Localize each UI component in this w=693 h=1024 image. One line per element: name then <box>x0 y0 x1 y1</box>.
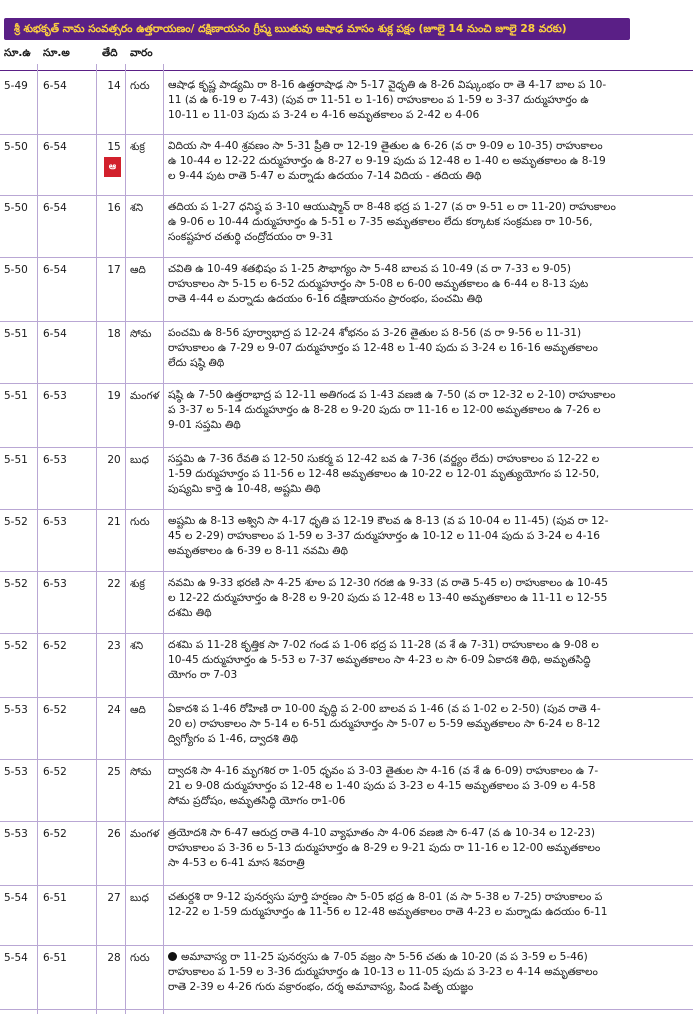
weekday-cell: శని <box>130 640 144 652</box>
sunrise-cell: 5-52 <box>4 516 28 528</box>
sunset-cell: 6-54 <box>43 202 67 214</box>
detail-line <box>168 606 688 621</box>
detail-text: సప్తమి ఉ 7-36 రేవతి ప 12-50 సుకర్మ ప 12-42 బవ ఉ 7-36 (వర్జ్యం లేదు) రాహుకాలం ప 12-22 ల <box>168 453 600 465</box>
detail-text: దశమి ప 11-28 కృత్తిక సా 7-02 గండ ప 1-06 భద్ర ప 11-28 (వ శే ఉ 7-31) రాహుకాలం ఉ 9-08 ల <box>168 639 599 651</box>
weekday-cell: బుధ <box>130 892 149 904</box>
detail-text: రాహుకాలం ప 1-59 ల 3-36 దుర్ముహూర్తం ఉ 10-13 ల 11-05 పుదు ప 3-23 ల 4-14 అమృతకాలం <box>168 966 598 978</box>
detail-text: ద్విగ్యోగం ప 1-46, ద్వాదశి తిథి <box>168 733 298 745</box>
detail-text: విదియ సా 4-40 శ్రవణం సా 5-31 ప్రీతి రా 12-19 తైతుల ఉ 6-26 (వ రా 9-09 ల 10-35) రాహుకాలం <box>168 140 603 152</box>
detail-line <box>168 292 688 307</box>
detail-line <box>168 980 688 995</box>
sunrise-cell: 5-53 <box>4 828 28 840</box>
panchangam-details <box>168 139 688 184</box>
detail-line <box>168 653 688 668</box>
row-separator <box>0 1009 693 1010</box>
sunrise-cell: 5-50 <box>4 141 28 153</box>
detail-line <box>168 764 688 779</box>
detail-text: 21 ల 9-08 దుర్ముహూర్తం ప 12-48 ల 1-40 పుదు ప 3-23 ల 4-15 అమృతకాలం ప 3-09 ల 4-58 <box>168 780 596 792</box>
detail-text: నవమి ఉ 9-33 భరణి సా 4-25 శూల ప 12-30 గరజి ఉ 9-33 (వ రాతె 5-45 ల) రాహుకాలం ఉ 10-45 <box>168 577 608 589</box>
sunrise-cell: 5-52 <box>4 578 28 590</box>
weekday-cell: ఆది <box>130 264 146 276</box>
detail-line <box>168 108 688 123</box>
detail-line <box>168 950 688 965</box>
table-row <box>0 572 693 634</box>
detail-text: సంకష్టహర చతుర్థి చంద్రోదయం రా 9-31 <box>168 231 334 243</box>
panchangam-details <box>168 702 688 747</box>
detail-line <box>168 230 688 245</box>
sunrise-cell: 5-50 <box>4 264 28 276</box>
detail-line <box>168 403 688 418</box>
date-cell: 16 <box>107 202 121 214</box>
sunrise-cell: 5-54 <box>4 952 28 964</box>
detail-text: చవితి ఉ 10-49 శతభిషం ప 1-25 సౌభాగ్యం సా 5-48 బాలవ ప 10-49 (వ రా 7-33 ల 9-05) <box>168 263 571 275</box>
detail-text: ఆషాఢ కృష్ణ పాడ్యమి రా 8-16 ఉత్తరాషాఢ సా 5-17 వైధృతి ఉ 8-26 విష్కుంభం రా తె 4-17 బాల ప 10- <box>168 79 607 91</box>
sunset-cell: 6-54 <box>43 80 67 92</box>
sunset-cell: 6-54 <box>43 328 67 340</box>
date-cell: 28 <box>107 952 121 964</box>
detail-text: అష్టమి ఉ 8-13 అశ్విని సా 4-17 ధృతి ప 12-19 కౌలవ ఉ 8-13 (వ ప 10-04 ల 11-45) (పువ రా 12- <box>168 515 609 527</box>
detail-text: ఏకాదశి ప 1-46 రోహిణి రా 10-00 వృద్ధి ప 2-00 బాలవ ప 1-46 (వ ప 1-02 ల 2-50) (పువ రాతె 4- <box>168 703 601 715</box>
detail-line <box>168 200 688 215</box>
new-moon-icon <box>168 952 177 961</box>
weekday-cell: మంగళ <box>130 390 160 402</box>
detail-text: రాతె 2-39 ల 4-26 గురు వక్రారంభం, దర్శ అమావాస్య, పిండ పితృ యజ్ఞం <box>168 981 474 993</box>
detail-line <box>168 794 688 809</box>
table-row <box>0 760 693 822</box>
detail-line <box>168 452 688 467</box>
table-row <box>0 135 693 196</box>
sunset-cell: 6-54 <box>43 264 67 276</box>
date-cell: 15 <box>107 141 121 153</box>
detail-text: లేదు షష్ఠి తిథి <box>168 357 225 369</box>
date-cell: 17 <box>107 264 121 276</box>
weekday-cell: గురు <box>130 80 150 92</box>
panchangam-details <box>168 638 688 683</box>
calendar-title-banner: శ్రీ శుభకృత్ నామ సంవత్సరం ఉత్తరాయణం/ దక్షిణాయనం గ్రీష్మ ఋతువు ఆషాఢ మాసం శుక్ల పక్షం (జూలై 14 నుంచి జూలై 28 వరకు) <box>4 18 630 40</box>
detail-line <box>168 388 688 403</box>
date-cell: 20 <box>107 454 121 466</box>
festival-badge: ఆ <box>104 157 121 177</box>
sunrise-cell: 5-53 <box>4 704 28 716</box>
detail-text: తదియ ప 1-27 ధనిష్ఠ ప 3-10 ఆయుష్మాన్ రా 8-48 భద్ర ప 1-27 (వ రా 9-51 ల రా 11-20) రాహుకాలం <box>168 201 616 213</box>
header-sunrise: సూ.ఉ <box>4 47 31 59</box>
table-row <box>0 258 693 322</box>
detail-line <box>168 467 688 482</box>
sunrise-cell: 5-52 <box>4 640 28 652</box>
weekday-cell: శుక్ర <box>130 141 145 153</box>
detail-text: ప 3-37 ల 5-14 దుర్ముహూర్తం ఉ 8-28 ల 9-20 పుదు రా 11-16 ల 12-00 అమృతకాలం ఉ 7-26 ల <box>168 404 601 416</box>
detail-text: అమావాస్య రా 11-25 పునర్వసు ఉ 7-05 వజ్రం సా 5-56 చతు ఉ 10-20 (వ ప 3-59 ల 5-46) <box>181 951 588 963</box>
date-cell: 22 <box>107 578 121 590</box>
detail-line <box>168 326 688 341</box>
detail-line <box>168 965 688 980</box>
sunset-cell: 6-52 <box>43 640 67 652</box>
detail-text: త్రయోదశి సా 6-47 ఆరుద్ర రాతె 4-10 వ్యాఘాతం సా 4-06 వణజి సా 6-47 (వ ఉ 10-34 ల 12-23) <box>168 827 595 839</box>
sunset-cell: 6-52 <box>43 828 67 840</box>
sunrise-cell: 5-49 <box>4 80 28 92</box>
panchangam-details <box>168 826 688 871</box>
sunset-cell: 6-53 <box>43 390 67 402</box>
date-cell: 26 <box>107 828 121 840</box>
detail-line <box>168 169 688 184</box>
detail-text: 45 ల 2-29) రాహుకాలం ప 1-59 ల 3-37 దుర్ముహూర్తం ఉ 10-12 ల 11-04 పుదు ప 3-24 ల 4-16 <box>168 530 600 542</box>
sunset-cell: 6-52 <box>43 704 67 716</box>
detail-text: దశమి తిథి <box>168 607 212 619</box>
weekday-cell: బుధ <box>130 454 149 466</box>
detail-line <box>168 139 688 154</box>
detail-text: రాతె 4-44 ల మర్నాడు ఉదయం 6-16 దక్షిణాయనం ప్రారంభం, పంచమి తిథి <box>168 293 483 305</box>
date-cell: 21 <box>107 516 121 528</box>
panchangam-details <box>168 514 688 559</box>
detail-text: యోగం రా 7-03 <box>168 669 238 681</box>
detail-line <box>168 529 688 544</box>
table-row <box>0 74 693 135</box>
date-cell: 27 <box>107 892 121 904</box>
sunset-cell: 6-51 <box>43 952 67 964</box>
detail-text: 10-11 ల 11-03 పుదు ప 3-24 ల 4-16 అమృతకాలం ప 2-42 ల 4-06 <box>168 109 480 121</box>
detail-line <box>168 638 688 653</box>
detail-line <box>168 418 688 433</box>
panchangam-details <box>168 452 688 497</box>
date-cell: 18 <box>107 328 121 340</box>
detail-line <box>168 277 688 292</box>
detail-text: చతుర్దశి రా 9-12 పునర్వసు పూర్తి హర్షణం సా 5-05 భద్ర ఉ 8-01 (వ సా 5-38 ల 7-25) రాహుకాలం ప <box>168 891 603 903</box>
detail-text: 11 (వ ఉ 6-19 ల 7-43) (పువ రా 11-51 ల 1-16) రాహుకాలం ప 1-59 ల 3-37 దుర్ముహూర్తం ఉ <box>168 94 589 106</box>
detail-line <box>168 732 688 747</box>
panchangam-details <box>168 950 688 995</box>
detail-text: 20 ల) రాహుకాలం సా 5-14 ల 6-51 దుర్ముహూర్తం సా 5-07 ల 5-59 అమృతకాలం సా 6-24 ల 8-12 <box>168 718 601 730</box>
sunset-cell: 6-54 <box>43 141 67 153</box>
weekday-cell: గురు <box>130 952 150 964</box>
detail-text: ల 12-22 దుర్ముహూర్తం ఉ 8-28 ల 9-20 పుదు ప 12-48 ల 13-40 అమృతకాలం ఉ 11-11 ల 12-55 <box>168 592 608 604</box>
date-cell: 14 <box>107 80 121 92</box>
weekday-cell: శని <box>130 202 144 214</box>
sunset-cell: 6-52 <box>43 766 67 778</box>
detail-text: 12-22 ల 1-59 దుర్ముహూర్తం ఉ 11-56 ల 12-48 అమృతకాలం రాతె 4-23 ల మర్నాడు ఉదయం 6-11 <box>168 906 608 918</box>
detail-line <box>168 544 688 559</box>
table-row <box>0 448 693 510</box>
sunset-cell: 6-53 <box>43 516 67 528</box>
sunset-cell: 6-51 <box>43 892 67 904</box>
sunrise-cell: 5-53 <box>4 766 28 778</box>
detail-text: పుష్యమి కార్తె ఉ 10-48, అష్టమి తిథి <box>168 483 321 495</box>
detail-text: 10-45 దుర్ముహూర్తం ఉ 5-53 ల 7-37 అమృతకాలం సా 4-23 ల సా 6-09 ఏకాదశి తిథి, అమృతసిద్ధి <box>168 654 591 666</box>
detail-line <box>168 262 688 277</box>
detail-line <box>168 856 688 871</box>
detail-line <box>168 890 688 905</box>
detail-line <box>168 905 688 920</box>
table-row <box>0 196 693 258</box>
detail-line <box>168 668 688 683</box>
panchangam-details <box>168 78 688 123</box>
weekday-cell: శుక్ర <box>130 578 145 590</box>
table-row <box>0 698 693 760</box>
detail-line <box>168 154 688 169</box>
detail-line <box>168 591 688 606</box>
date-cell: 23 <box>107 640 121 652</box>
sunrise-cell: 5-51 <box>4 390 28 402</box>
detail-text: ఉ 9-06 ల 10-44 దుర్ముహూర్తం ఉ 5-51 ల 7-35 అమృతకాలం లేదు కర్కాటక సంక్రమణ రా 10-56, <box>168 216 593 228</box>
detail-line <box>168 576 688 591</box>
detail-line <box>168 779 688 794</box>
panchangam-details <box>168 326 688 371</box>
panchangam-details <box>168 200 688 245</box>
table-row <box>0 946 693 1010</box>
header-weekday: వారం <box>130 47 153 59</box>
detail-text: షష్ఠి ఉ 7-50 ఉత్తరాభాద్ర ప 12-11 అతిగండ ప 1-43 వణజి ఉ 7-50 (వ రా 12-32 ల 2-10) రాహుకాలం <box>168 389 616 401</box>
detail-text: 1-59 దుర్ముహూర్తం ప 11-56 ల 12-48 అమృతకాలం ఉ 10-22 ల 12-01 మృత్యుయోగం ప 12-50, <box>168 468 600 480</box>
sunrise-cell: 5-50 <box>4 202 28 214</box>
detail-line <box>168 482 688 497</box>
panchangam-details <box>168 388 688 433</box>
detail-line <box>168 215 688 230</box>
detail-text: ఉ 10-44 ల 12-22 దుర్ముహూర్తం ఉ 8-27 ల 9-19 పుదు ప 12-48 ల 1-40 ల అమృతకాలం ఉ 8-19 <box>168 155 606 167</box>
sunrise-cell: 5-51 <box>4 328 28 340</box>
detail-text: ద్వాదశి సా 4-16 మృగశిర రా 1-05 ధృవం ప 3-03 తైతుల సా 4-16 (వ శే ఉ 6-09) రాహుకాలం ఉ 7- <box>168 765 599 777</box>
detail-line <box>168 717 688 732</box>
detail-text: రాహుకాలం సా 5-15 ల 6-52 దుర్ముహూర్తం సా 5-08 ల 6-00 అమృతకాలం ఉ 6-44 ల 8-13 పుట <box>168 278 589 290</box>
detail-text: అమృతకాలం ఉ 6-39 ల 8-11 నవమి తిథి <box>168 545 349 557</box>
detail-text: సోమ ప్రదోషం, అమృతసిద్ధి యోగం రా1-06 <box>168 795 346 807</box>
sunset-cell: 6-53 <box>43 578 67 590</box>
header-date: తేది <box>102 47 118 59</box>
detail-line <box>168 93 688 108</box>
panchangam-details <box>168 890 688 920</box>
detail-line <box>168 826 688 841</box>
table-row <box>0 822 693 886</box>
weekday-cell: సోమ <box>130 328 152 340</box>
date-cell: 25 <box>107 766 121 778</box>
detail-text: సా 4-53 ల 6-41 మాస శివరాత్రి <box>168 857 305 869</box>
detail-line <box>168 702 688 717</box>
panchangam-details <box>168 262 688 307</box>
detail-line <box>168 78 688 93</box>
table-row <box>0 322 693 384</box>
weekday-cell: ఆది <box>130 704 146 716</box>
detail-text: పంచమి ఉ 8-56 పూర్వాభాద్ర ప 12-24 శోభనం ప 3-26 తైతుల ప 8-56 (వ రా 9-56 ల 11-31) <box>168 327 582 339</box>
detail-line <box>168 341 688 356</box>
sunrise-cell: 5-54 <box>4 892 28 904</box>
table-row <box>0 634 693 698</box>
detail-text: రాహుకాలం ప 3-36 ల 5-13 దుర్ముహూర్తం ఉ 8-29 ల 9-21 పుదు రా 11-16 ల 12-00 అమృతకాలం <box>168 842 601 854</box>
weekday-cell: మంగళ <box>130 828 160 840</box>
panchangam-details <box>168 764 688 809</box>
header-divider <box>0 70 693 71</box>
detail-text: రాహుకాలం ఉ 7-29 ల 9-07 దుర్ముహూర్తం ప 12-48 ల 1-40 పుదు ప 3-24 ల 16-16 అమృతకాలం <box>168 342 598 354</box>
detail-text: ల 9-44 పుట రాతె 5-47 ల మర్నాడు ఉదయం 7-14 విదియ - తదియ తిథి <box>168 170 482 182</box>
weekday-cell: గురు <box>130 516 150 528</box>
date-cell: 19 <box>107 390 121 402</box>
panchangam-details <box>168 576 688 621</box>
weekday-cell: సోమ <box>130 766 152 778</box>
detail-line <box>168 841 688 856</box>
detail-line <box>168 356 688 371</box>
sunrise-cell: 5-51 <box>4 454 28 466</box>
table-row <box>0 510 693 572</box>
sunset-cell: 6-53 <box>43 454 67 466</box>
table-row <box>0 384 693 448</box>
date-cell: 24 <box>107 704 121 716</box>
header-sunset: సూ.అ <box>43 47 70 59</box>
detail-line <box>168 514 688 529</box>
detail-text: 9-01 సప్తమి తిథి <box>168 419 241 431</box>
table-row <box>0 886 693 946</box>
